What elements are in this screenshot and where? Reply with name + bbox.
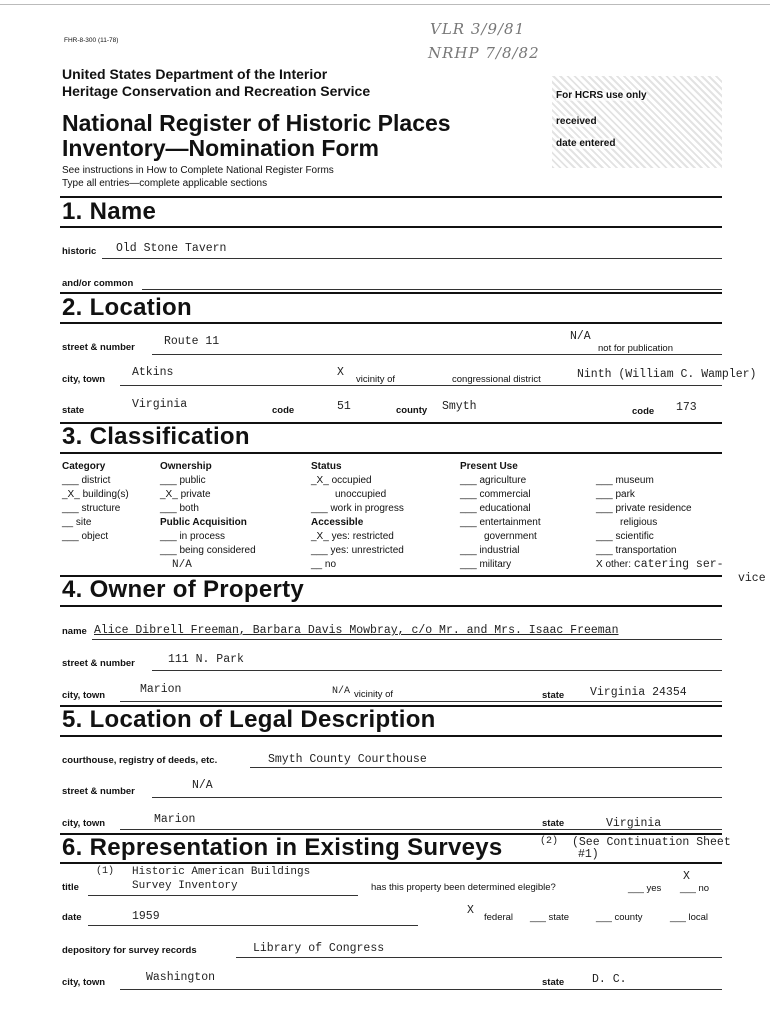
county-option[interactable]: ___ county (596, 912, 643, 923)
present-use-option[interactable]: ___ private residence (596, 503, 692, 514)
courthouse-label: courthouse, registry of deeds, etc. (62, 755, 218, 766)
handwritten-vlr-date: VLR 3/9/81 (430, 20, 526, 38)
present-use-option[interactable]: ___ scientific (596, 531, 654, 542)
instructions-2: Type all entries—complete applicable sections (62, 178, 268, 189)
street-value[interactable]: Route 11 (164, 335, 220, 348)
legal-city-value[interactable]: Marion (154, 813, 196, 826)
section-5-heading: 5. Location of Legal Description (62, 706, 436, 733)
owner-city-field-line (120, 701, 722, 702)
survey-title-field-line (88, 895, 358, 896)
common-name-label: and/or common (62, 278, 134, 289)
present-use-other-value-cont: vice (738, 572, 766, 585)
handwritten-nrhp-date: NRHP 7/8/82 (428, 44, 540, 62)
status-heading: Status (311, 461, 342, 472)
ownership-option[interactable]: _X_ private (160, 489, 211, 500)
status-option[interactable]: _X_ occupied (311, 475, 372, 486)
survey-date-value[interactable]: 1959 (132, 910, 160, 923)
courthouse-field-line (250, 767, 722, 768)
owner-vicinity-value[interactable]: N/A (332, 686, 351, 697)
survey-city-field-line (120, 989, 722, 990)
eligible-yes-option[interactable]: ___ yes (628, 883, 662, 894)
survey-title-number: (1) (96, 866, 115, 877)
present-use-other[interactable]: X other: (596, 559, 632, 570)
form-title-2: Inventory—Nomination Form (62, 135, 379, 161)
section-2-heading: 2. Location (62, 294, 192, 321)
survey-city-value[interactable]: Washington (146, 971, 216, 984)
legal-city-label: city, town (62, 818, 106, 829)
survey-date-field-line (88, 925, 418, 926)
form-code: FHR-8-300 (11-78) (64, 37, 119, 44)
legal-state-value[interactable]: Virginia (606, 817, 662, 830)
section-1-heading: 1. Name (62, 198, 157, 225)
ownership-heading: Ownership (160, 461, 212, 472)
state-code-value[interactable]: 51 (337, 400, 351, 413)
hcrs-use-only-stamp (552, 76, 722, 168)
category-option[interactable]: ___ object (62, 531, 109, 542)
city-field-line (120, 385, 722, 386)
agency-line-1: United States Department of the Interior (62, 66, 328, 82)
legal-street-value[interactable]: N/A (192, 779, 213, 792)
state-code-label: code (272, 405, 295, 416)
form-title-1: National Register of Historic Places (62, 110, 451, 136)
section-1-rule (60, 196, 722, 198)
present-use-heading: Present Use (460, 461, 518, 472)
vicinity-label: vicinity of (356, 374, 396, 385)
county-code-label: code (632, 406, 655, 417)
state-option[interactable]: ___ state (530, 912, 570, 923)
present-use-column-2 (596, 474, 724, 572)
legal-city-field-line (120, 829, 722, 830)
congressional-district-label: congressional district (452, 374, 541, 385)
section-4-bottom-rule (60, 605, 722, 607)
accessible-option[interactable]: _X_ yes: restricted (311, 531, 394, 542)
owner-street-label: street & number (62, 658, 135, 669)
owner-state-value[interactable]: Virginia 24354 (590, 686, 687, 699)
state-label: state (62, 405, 85, 416)
not-publication-label: not for publication (598, 343, 673, 354)
section-6-note-number: (2) (540, 836, 559, 847)
city-value[interactable]: Atkins (132, 366, 174, 379)
category-option[interactable]: __ site (62, 517, 92, 528)
legal-street-field-line (152, 797, 722, 798)
congressional-district-value[interactable]: Ninth (William C. Wampler) (577, 368, 757, 381)
owner-street-field-line (152, 670, 722, 671)
owner-name-field-line (92, 639, 722, 640)
section-3-heading: 3. Classification (62, 423, 250, 450)
acquisition-option[interactable]: ___ in process (160, 531, 226, 542)
owner-street-value[interactable]: 111 N. Park (168, 653, 244, 666)
category-option[interactable]: _X_ building(s) (62, 489, 129, 500)
section-4-heading: 4. Owner of Property (62, 576, 305, 603)
section-6-continuation-note: (See Continuation Sheet (572, 836, 731, 849)
category-option[interactable]: ___ district (62, 475, 111, 486)
present-use-option[interactable]: ___ industrial (460, 545, 520, 556)
street-field-line (152, 354, 722, 355)
survey-city-label: city, town (62, 977, 106, 988)
ownership-option[interactable]: ___ public (160, 475, 206, 486)
owner-name-label: name (62, 626, 87, 637)
survey-title-value[interactable]: Historic American Buildings (132, 866, 311, 878)
category-column (62, 460, 129, 544)
eligible-question: has this property been determined elegible? (371, 882, 556, 893)
ownership-option[interactable]: ___ both (160, 503, 199, 514)
present-use-option[interactable]: ___ agriculture (460, 475, 527, 486)
owner-vicinity-label: vicinity of (354, 689, 394, 700)
state-value[interactable]: Virginia (132, 398, 188, 411)
stamp-line-1: For HCRS use only (556, 90, 647, 101)
historic-label: historic (62, 246, 97, 257)
section-6-heading: 6. Representation in Existing Surveys (62, 834, 503, 861)
depository-field-line (236, 957, 722, 958)
present-use-option[interactable]: ___ educational (460, 503, 531, 514)
city-label: city, town (62, 374, 106, 385)
owner-state-label: state (542, 690, 565, 701)
status-column (311, 460, 404, 572)
owner-city-value[interactable]: Marion (140, 683, 182, 696)
federal-mark[interactable]: X (467, 904, 474, 917)
depository-label: depository for survey records (62, 945, 197, 956)
agency-line-2: Heritage Conservation and Recreation Service (62, 83, 371, 99)
present-use-option[interactable]: ___ commercial (460, 489, 531, 500)
present-use-option[interactable]: ___ entertainment (460, 517, 541, 528)
accessible-option[interactable]: ___ yes: unrestricted (311, 545, 404, 556)
stamp-line-3: date entered (556, 138, 616, 149)
county-value[interactable]: Smyth (442, 400, 477, 413)
present-use-option[interactable]: government (484, 531, 537, 542)
survey-date-label: date (62, 912, 82, 923)
depository-value[interactable]: Library of Congress (253, 942, 385, 955)
local-option[interactable]: ___ local (670, 912, 709, 923)
county-code-value[interactable]: 173 (676, 401, 697, 414)
common-name-field-line[interactable] (142, 289, 722, 290)
present-use-option[interactable]: ___ museum (596, 475, 654, 486)
section-1-bottom-rule (60, 226, 722, 228)
federal-option[interactable]: federal (484, 912, 514, 923)
present-use-option[interactable]: ___ military (460, 559, 512, 570)
legal-state-label: state (542, 818, 565, 829)
acquisition-option[interactable]: ___ being considered (160, 545, 256, 556)
present-use-column-1 (460, 460, 541, 572)
street-label: street & number (62, 342, 135, 353)
top-border-line (0, 4, 770, 5)
historic-field-line (102, 258, 722, 259)
acquisition-value[interactable]: N/A (172, 559, 192, 571)
not-publication-value[interactable]: N/A (570, 330, 591, 343)
section-2-bottom-rule (60, 322, 722, 324)
status-option[interactable]: unoccupied (335, 489, 387, 500)
stamp-line-2: received (556, 116, 597, 127)
survey-title-value-cont[interactable]: Survey Inventory (132, 880, 238, 892)
historic-value[interactable]: Old Stone Tavern (116, 242, 227, 255)
survey-title-label: title (62, 882, 79, 893)
vicinity-mark[interactable]: X (337, 366, 344, 379)
instructions-1: See instructions in How to Complete National Register Forms (62, 165, 334, 176)
eligible-no-mark[interactable]: X (683, 870, 690, 883)
present-use-option[interactable]: ___ park (596, 489, 635, 500)
survey-state-value[interactable]: D. C. (592, 973, 627, 986)
county-label: county (396, 405, 428, 416)
courthouse-value[interactable]: Smyth County Courthouse (268, 753, 427, 766)
eligible-no-option[interactable]: ___ no (680, 883, 710, 894)
category-heading: Category (62, 461, 106, 472)
accessible-heading: Accessible (311, 517, 364, 528)
present-use-option[interactable]: ___ transportation (596, 545, 677, 556)
present-use-other-value[interactable]: catering ser- (633, 558, 724, 571)
section-3-bottom-rule (60, 452, 722, 454)
survey-state-label: state (542, 977, 565, 988)
section-6-continuation-ref: #1) (578, 848, 599, 861)
legal-street-label: street & number (62, 786, 135, 797)
present-use-option[interactable]: religious (620, 517, 658, 528)
category-option[interactable]: ___ structure (62, 503, 121, 514)
section-5-bottom-rule (60, 735, 722, 737)
accessible-option[interactable]: __ no (311, 559, 337, 570)
acquisition-heading: Public Acquisition (160, 517, 247, 528)
section-6-bottom-rule (60, 862, 722, 864)
status-option[interactable]: ___ work in progress (311, 503, 404, 514)
owner-name-value[interactable]: Alice Dibrell Freeman, Barbara Davis Mowbray, c/o Mr. and Mrs. Isaac Freeman (94, 624, 619, 637)
ownership-column (160, 460, 256, 572)
owner-city-label: city, town (62, 690, 106, 701)
